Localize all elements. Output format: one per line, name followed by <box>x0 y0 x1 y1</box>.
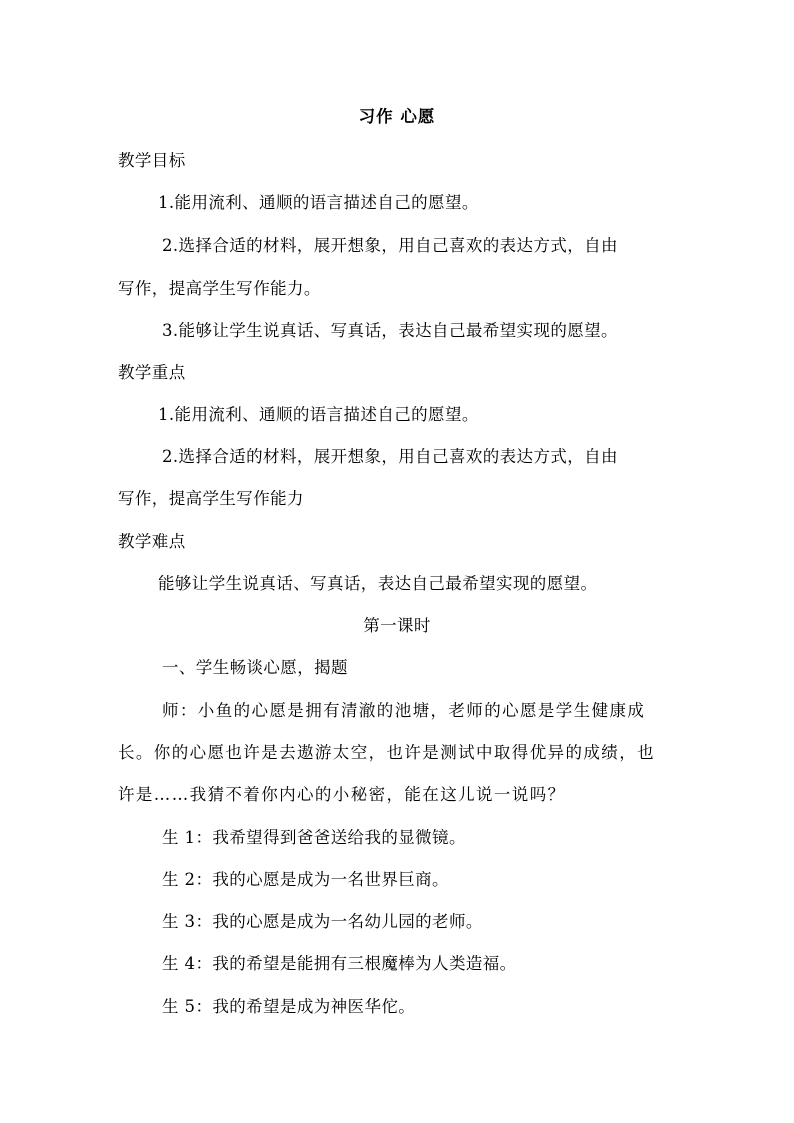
teacher-line-1: 师：小鱼的心愿是拥有清澈的池塘，老师的心愿是学生健康成 <box>162 701 646 720</box>
teacher-line-2: 长。你的心愿也许是去遨游太空，也许是测试中取得优异的成绩，也 <box>118 743 655 762</box>
key-point-2: 2.选择合适的材料，展开想象，用自己喜欢的表达方式，自由 <box>162 447 618 466</box>
goal-item-1: 1.能用流利、通顺的语言描述自己的愿望。 <box>158 193 479 212</box>
student-line-3: 生 3：我的心愿是成为一名幼儿园的老师。 <box>162 912 483 931</box>
lesson-title: 第一课时 <box>363 616 431 635</box>
goal-item-2-continued: 写作，提高学生写作能力。 <box>118 279 321 298</box>
goal-item-3: 3.能够让学生说真话、写真话，表达自己最希望实现的愿望。 <box>162 321 618 340</box>
goal-item-2: 2.选择合适的材料，展开想象，用自己喜欢的表达方式，自由 <box>162 236 618 255</box>
student-line-1: 生 1：我希望得到爸爸送给我的显微镜。 <box>162 828 466 847</box>
section-heading-key-points: 教学重点 <box>118 363 186 382</box>
key-point-1: 1.能用流利、通顺的语言描述自己的愿望。 <box>158 405 479 424</box>
key-point-2-continued: 写作，提高学生写作能力 <box>118 489 304 508</box>
student-line-5: 生 5：我的希望是成为神医华佗。 <box>162 997 416 1016</box>
section-heading-difficult: 教学难点 <box>118 532 186 551</box>
student-line-2: 生 2：我的心愿是成为一名世界巨商。 <box>162 870 449 889</box>
section-heading-goals: 教学目标 <box>118 151 186 170</box>
student-line-4: 生 4：我的希望是能拥有三根魔棒为人类造福。 <box>162 954 517 973</box>
difficult-point: 能够让学生说真话、写真话，表达自己最希望实现的愿望。 <box>158 574 598 593</box>
step-one-heading: 一、学生畅谈心愿，揭题 <box>162 658 348 677</box>
document-title: 习作 心愿 <box>358 107 436 126</box>
teacher-line-3: 许是……我猜不着你内心的小秘密，能在这儿说一说吗？ <box>118 785 566 804</box>
